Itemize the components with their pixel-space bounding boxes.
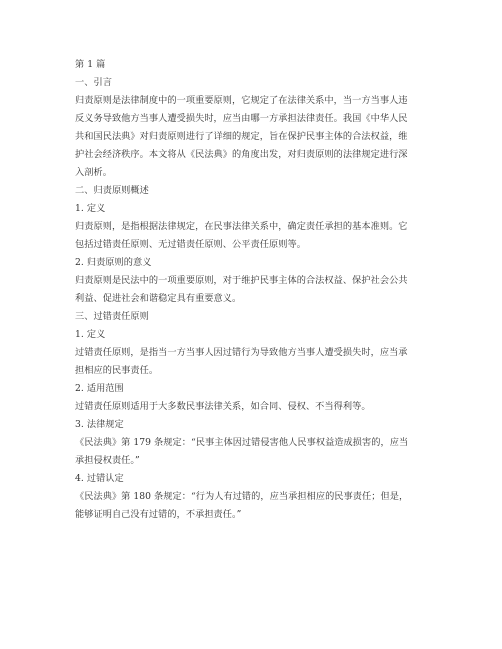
paragraph <box>75 434 431 470</box>
paragraph <box>75 398 431 416</box>
paragraph-line: 入剖析。 <box>75 167 112 178</box>
paragraph-line: 《民法典》第 180 条规定：“行为人有过错的，应当承担相应的民事责任；但是， <box>75 491 409 502</box>
section-heading: 三、过错责任原则 <box>75 311 149 322</box>
paragraph <box>75 488 431 524</box>
subsection-heading: 2. 归责原则的意义 <box>75 257 152 268</box>
subsection-heading: 1. 定义 <box>75 329 106 340</box>
document-body <box>75 56 431 524</box>
paragraph-line: 反义务导致他方当事人遭受损失时，应当由哪一方承担法律责任。我国《中华人民 <box>75 113 408 124</box>
subsection-heading: 4. 过错认定 <box>75 473 124 484</box>
paragraph-line: 过错责任原则适用于大多数民事法律关系，如合同、侵权、不当得利等。 <box>75 401 371 412</box>
paragraph-line: 归责原则是民法中的一项重要原则，对于维护民事主体的合法权益、保护社会公共 <box>75 275 408 286</box>
paragraph-line: 能够证明自己没有过错的，不承担责任。” <box>75 509 242 520</box>
subsection-heading: 1. 定义 <box>75 203 106 214</box>
paragraph-line: 归责原则，是指根据法律规定，在民事法律关系中，确定责任承担的基本准则。它 <box>75 221 408 232</box>
paragraph-line: 护社会经济秩序。本文将从《民法典》的角度出发，对归责原则的法律规定进行深 <box>75 149 408 160</box>
paragraph <box>75 272 431 308</box>
page-heading: 第 1 篇 <box>75 59 106 70</box>
section-heading: 二、归责原则概述 <box>75 185 149 196</box>
subsection-heading: 3. 法律规定 <box>75 419 124 430</box>
paragraph-line: 归责原则是法律制度中的一项重要原则，它规定了在法律关系中，当一方当事人违 <box>75 95 408 106</box>
paragraph-line: 担相应的民事责任。 <box>75 365 159 376</box>
section-heading: 一、引言 <box>75 77 112 88</box>
paragraph-line: 利益、促进社会和谐稳定具有重要意义。 <box>75 293 242 304</box>
paragraph-line: 《民法典》第 179 条规定：“民事主体因过错侵害他人民事权益造成损害的，应当 <box>75 437 409 448</box>
paragraph <box>75 92 431 182</box>
paragraph-line: 承担侵权责任。” <box>75 455 140 466</box>
paragraph-line: 包括过错责任原则、无过错责任原则、公平责任原则等。 <box>75 239 306 250</box>
paragraph-line: 共和国民法典》对归责原则进行了详细的规定，旨在保护民事主体的合法权益，维 <box>75 131 408 142</box>
paragraph <box>75 344 431 380</box>
subsection-heading: 2. 适用范围 <box>75 383 124 394</box>
paragraph <box>75 218 431 254</box>
paragraph-line: 过错责任原则，是指当一方当事人因过错行为导致他方当事人遭受损失时，应当承 <box>75 347 408 358</box>
